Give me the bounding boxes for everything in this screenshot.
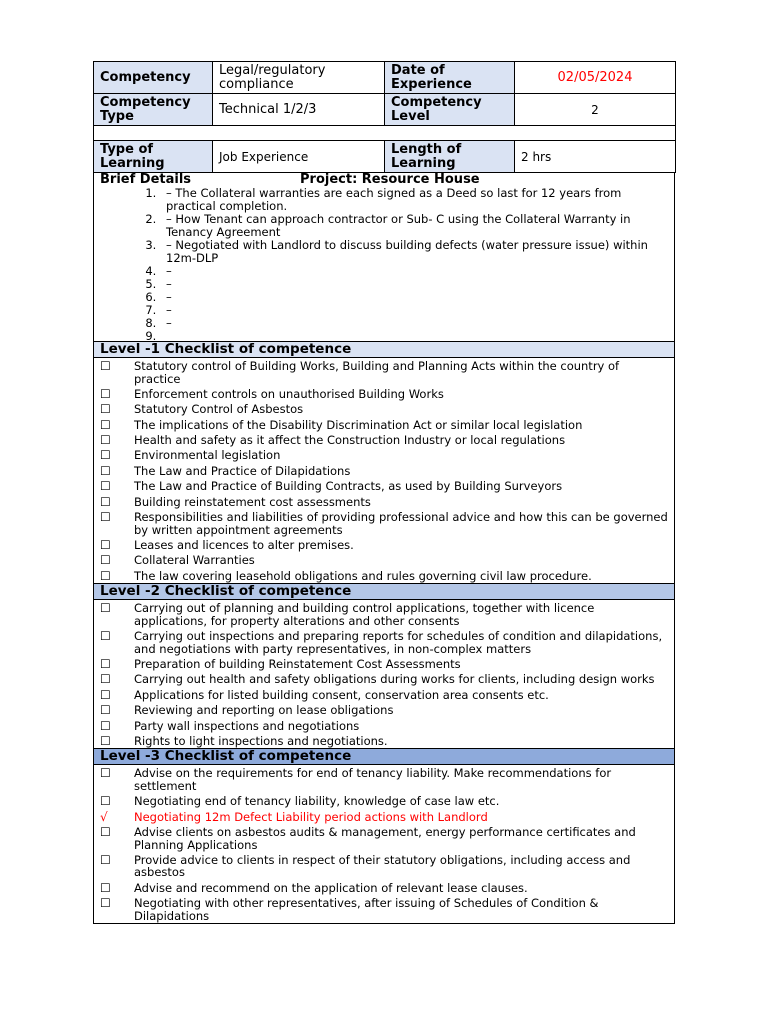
checkmark-icon[interactable]: √	[100, 809, 108, 824]
checklist-item	[94, 689, 674, 702]
checkbox-icon[interactable]: ☐	[100, 672, 111, 687]
checkbox-icon[interactable]: ☐	[100, 448, 111, 463]
checklist-item-text: Building reinstatement cost assessments	[134, 494, 371, 509]
checklist-item-text: Advise and recommend on the application of relevant lease clauses.	[134, 880, 528, 895]
checkbox-icon[interactable]: ☐	[100, 537, 111, 552]
checklist-item-text: The law covering leasehold obligations and rules governing civil law procedure.	[134, 568, 592, 583]
checklist-item-text: Health and safety as it affect the Construction Industry or local regulations	[134, 433, 566, 448]
checkbox-icon[interactable]: ☐	[100, 463, 111, 478]
brief-item	[160, 330, 674, 343]
checklist-item	[94, 496, 674, 509]
brief-item: 5. –	[160, 278, 674, 291]
checklist-item-text: Carrying out inspections and preparing reports for schedules of condition and dilapidations, and negotiations with party representatives, in non-complex matters	[134, 629, 663, 656]
brief-item: 7. –	[160, 304, 674, 317]
checklist-item-text: Collateral Warranties	[134, 553, 255, 568]
checklist-item	[94, 449, 674, 462]
checklist-item	[94, 360, 674, 385]
checklist-item-text: Environmental legislation	[134, 448, 281, 463]
checkbox-icon[interactable]: ☐	[100, 656, 111, 671]
type-value: Technical 1/2/3	[213, 94, 385, 126]
brief-header	[94, 173, 674, 187]
checklist-item	[94, 658, 674, 671]
competency-value: Legal/regulatory compliance	[213, 62, 385, 94]
date-value: 02/05/2024	[515, 62, 676, 94]
checklist-item-text: Advise clients on asbestos audits & management, energy performance certificates and Planning Applications	[134, 825, 636, 852]
competency-label: Competency	[94, 62, 213, 94]
checklist-item	[94, 554, 674, 567]
checkbox-icon[interactable]: ☐	[100, 880, 111, 895]
checkbox-icon[interactable]: ☐	[100, 386, 111, 401]
checklist-item	[94, 403, 674, 416]
checklist-item-text: Carrying out health and safety obligations during works for clients, including design works	[134, 672, 655, 687]
level-3-title: Level -3 Checklist of competence	[93, 749, 675, 765]
brief-item: 4. –	[160, 265, 674, 278]
learning-value: Job Experience	[213, 141, 385, 173]
checklist-item-text: Provide advice to clients in respect of their statutory obligations, including access and asbestos	[134, 852, 631, 880]
brief-item: 1. – The Collateral warranties are each signed as a Deed so last for 12 years from practical completion.	[160, 187, 674, 213]
checklist-item	[94, 897, 674, 922]
checkbox-icon[interactable]: ☐	[100, 794, 111, 809]
checklist-item	[94, 720, 674, 733]
project-title: Project: Resource House	[300, 172, 480, 187]
checkbox-icon[interactable]: ☐	[100, 601, 111, 616]
brief-item: 6. –	[160, 291, 674, 304]
learning-label: Type of Learning	[94, 141, 213, 173]
checklist-item-text: Statutory control of Building Works, Building and Planning Acts within the country of practice	[134, 359, 620, 386]
checklist-item	[94, 735, 674, 748]
level-value: 2	[515, 94, 676, 126]
brief-item: 8. –	[160, 317, 674, 330]
checklist-item-text: The Law and Practice of Building Contracts, as used by Building Surveyors	[134, 479, 563, 494]
checklist-item-text: Enforcement controls on unauthorised Building Works	[134, 386, 444, 401]
checklist-item	[94, 480, 674, 493]
level-label: Competency Level	[385, 94, 515, 126]
checklist-item	[94, 419, 674, 432]
checklist-item-text: The implications of the Disability Discrimination Act or similar local legislation	[134, 417, 583, 432]
checkbox-icon[interactable]: ☐	[100, 479, 111, 494]
checkbox-icon[interactable]: ☐	[100, 494, 111, 509]
checklist-item	[94, 511, 674, 536]
checklist-item	[94, 811, 674, 824]
checklist-item-text: Preparation of building Reinstatement Cost Assessments	[134, 656, 461, 671]
brief-details-label: Brief Details	[100, 172, 192, 187]
checklist-item-text: Negotiating 12m Defect Liability period actions with Landlord	[134, 809, 488, 824]
checkbox-icon[interactable]: ☐	[100, 825, 111, 840]
checkbox-icon[interactable]: ☐	[100, 553, 111, 568]
checkbox-icon[interactable]: ☐	[100, 417, 111, 432]
checklist-item-text: The Law and Practice of Dilapidations	[134, 463, 351, 478]
date-label: Date of Experience	[385, 62, 515, 94]
checklist-item-text: Reviewing and reporting on lease obligations	[134, 703, 394, 718]
level-3-checklist	[93, 765, 675, 924]
checklist-item-text: Negotiating with other representatives, after issuing of Schedules of Condition & Dilapidations	[134, 896, 599, 923]
level-2-checklist	[93, 600, 675, 749]
checkbox-icon[interactable]: ☐	[100, 359, 111, 373]
checklist-item	[94, 826, 674, 851]
checklist-item-text: Carrying out of planning and building control applications, together with licence applications, for property alterations and other consents	[134, 601, 595, 628]
brief-item: 2. – How Tenant can approach contractor or Sub- C using the Collateral Warranty in Tenancy Agreement	[160, 213, 674, 239]
checklist-item-text: Applications for listed building consent, conservation area consents etc.	[134, 687, 549, 702]
checklist-item	[94, 434, 674, 447]
length-value: 2 hrs	[515, 141, 676, 173]
checkbox-icon[interactable]: ☐	[100, 733, 111, 748]
header-row-learning	[94, 141, 676, 173]
checkbox-icon[interactable]: ☐	[100, 433, 111, 448]
checklist-item	[94, 602, 674, 627]
checklist-item	[94, 673, 674, 686]
checkbox-icon[interactable]: ☐	[100, 402, 111, 417]
checkbox-icon[interactable]: ☐	[100, 852, 111, 867]
type-label: Competency Type	[94, 94, 213, 126]
checklist-item	[94, 465, 674, 478]
checkbox-icon[interactable]: ☐	[100, 703, 111, 718]
brief-item: 3. – Negotiated with Landlord to discuss building defects (water pressure issue) within 12m-DLP	[160, 239, 674, 265]
checklist-item-text: Rights to light inspections and negotiations.	[134, 733, 388, 748]
checklist-item	[94, 795, 674, 808]
header-row-competency	[94, 62, 676, 94]
header-table	[93, 61, 676, 173]
checklist-item	[94, 767, 674, 792]
checklist-item	[94, 854, 674, 879]
checkbox-icon[interactable]: ☐	[100, 629, 111, 644]
checklist-item	[94, 570, 674, 583]
brief-details-section	[93, 173, 675, 342]
checklist-item	[94, 882, 674, 895]
checklist-item-text: Leases and licences to alter premises.	[134, 537, 354, 552]
checklist-item-text: Negotiating end of tenancy liability, knowledge of case law etc.	[134, 794, 500, 809]
checklist-item	[94, 630, 674, 655]
competency-form	[93, 61, 675, 924]
length-label: Length of Learning	[385, 141, 515, 173]
checklist-item-text: Advise on the requirements for end of tenancy liability. Make recommendations for settlement	[134, 766, 612, 793]
checklist-item-text: Party wall inspections and negotiations	[134, 718, 360, 733]
checklist-item	[94, 539, 674, 552]
checklist-item	[94, 704, 674, 717]
level-1-checklist	[93, 358, 675, 584]
spacer-row	[94, 126, 676, 141]
checklist-item-text: Statutory Control of Asbestos	[134, 402, 304, 417]
header-row-type	[94, 94, 676, 126]
checkbox-icon[interactable]: ☐	[100, 568, 111, 583]
checklist-item-text: Responsibilities and liabilities of providing professional advice and how this can be governed by written appointment agreements	[134, 510, 668, 537]
brief-list	[94, 187, 674, 343]
checkbox-icon[interactable]: ☐	[100, 896, 111, 911]
level-2-title: Level -2 Checklist of competence	[93, 584, 675, 600]
checklist-item	[94, 388, 674, 401]
checkbox-icon[interactable]: ☐	[100, 510, 111, 525]
checkbox-icon[interactable]: ☐	[100, 766, 111, 781]
level-1-title: Level -1 Checklist of competence	[93, 342, 675, 358]
checkbox-icon[interactable]: ☐	[100, 687, 111, 702]
checkbox-icon[interactable]: ☐	[100, 718, 111, 733]
